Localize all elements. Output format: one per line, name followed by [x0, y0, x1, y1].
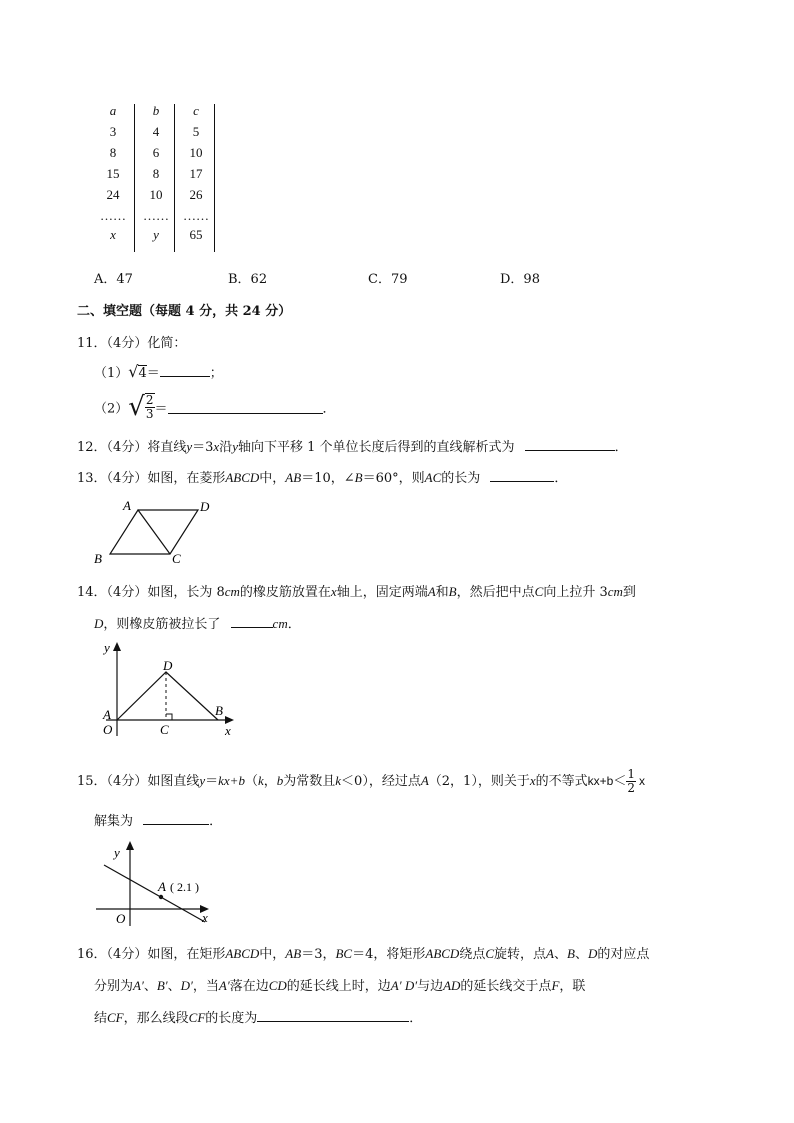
- var: A′: [218, 978, 230, 993]
- text: ，然后把中点: [456, 585, 535, 600]
- table-cell: 15: [106, 166, 120, 181]
- table-cell: ……: [143, 208, 169, 223]
- text: ，当: [192, 979, 219, 994]
- text: ，: [263, 774, 277, 789]
- var: x: [638, 774, 645, 788]
- right-angle-mark: [166, 714, 172, 720]
- label-x: x: [225, 723, 231, 738]
- label-b: B: [94, 551, 102, 566]
- var: AB: [285, 470, 302, 485]
- denominator: 2: [627, 781, 635, 795]
- var: A: [427, 584, 436, 599]
- text: 到: [622, 585, 636, 600]
- part-label: （2）: [94, 401, 129, 417]
- answer-blank[interactable]: [231, 614, 273, 628]
- var: x: [330, 584, 337, 599]
- section-title: 二、填空题（每题 4 分，共 24 分）: [77, 304, 292, 319]
- var: C: [534, 584, 544, 599]
- var: x: [213, 439, 220, 454]
- text: ＝60°，则: [362, 471, 425, 486]
- question-11-part1: [94, 362, 223, 381]
- question-14-line2: [94, 613, 301, 632]
- var: D′: [180, 978, 193, 993]
- question-16-line3: [94, 1007, 422, 1026]
- label-c: C: [172, 551, 181, 566]
- unit: cm: [272, 616, 288, 631]
- text: 为常数且: [283, 774, 336, 789]
- table-col-c: [181, 100, 211, 245]
- numerator: 1: [627, 767, 635, 781]
- var: k: [257, 773, 264, 788]
- fraction: [626, 768, 636, 795]
- denominator: 3: [145, 407, 154, 421]
- answer-blank[interactable]: [525, 437, 615, 451]
- var: B: [567, 946, 575, 961]
- answer-blank[interactable]: [257, 1008, 409, 1022]
- unit: cm: [224, 584, 240, 599]
- table-cell: ……: [183, 208, 209, 223]
- table-cell: 3: [109, 124, 117, 139]
- stretched-band: [117, 672, 218, 720]
- table-cell: 10: [189, 145, 203, 160]
- table-cell: 6: [152, 145, 160, 160]
- punct: ．: [209, 814, 223, 829]
- text: 向上拉升 3: [543, 585, 608, 600]
- text: ，联: [559, 979, 586, 994]
- y-axis-arrow-icon: [113, 642, 121, 651]
- sqrt-icon: √: [128, 362, 139, 381]
- table-cell: 4: [152, 124, 160, 139]
- text: 旋转，点: [494, 947, 547, 962]
- question-16-line1: [77, 943, 649, 962]
- table-col-a: [98, 100, 128, 245]
- punct: ；: [209, 366, 223, 381]
- text: 绕点: [459, 947, 486, 962]
- text: 轴向下平移 1 个单位长度后得到的直线解析式为: [237, 440, 515, 455]
- text: ，则橡皮筋被拉长了: [103, 617, 221, 632]
- table-divider: [134, 104, 135, 252]
- rhombus-figure: [90, 496, 220, 568]
- text: 、: [167, 979, 181, 994]
- rubber-band-figure: [98, 638, 243, 740]
- text: 14．（4分）如图，长为 8: [77, 585, 225, 600]
- text: 的橡皮筋放置在: [239, 585, 331, 600]
- text: 12．（4分）将直线: [77, 440, 187, 455]
- text: 的长度为: [205, 1011, 258, 1026]
- text: （2，1），则关于: [428, 774, 530, 789]
- var: A: [546, 946, 554, 961]
- text: 的延长线上时，边: [286, 979, 391, 994]
- text: 落在边: [229, 979, 269, 994]
- y-axis-arrow-icon: [126, 841, 134, 850]
- rhombus-outline: [110, 510, 198, 554]
- text: 分别为: [94, 979, 134, 994]
- option-c[interactable]: C．79: [368, 272, 408, 287]
- question-16-line2: [94, 975, 585, 994]
- sqrt-icon: √: [128, 392, 145, 422]
- text: 解集为: [94, 814, 134, 829]
- var: F: [551, 978, 560, 993]
- table-cell: 5: [192, 124, 200, 139]
- label-x: x: [202, 910, 208, 925]
- answer-blank[interactable]: [143, 811, 209, 825]
- question-13: [77, 467, 567, 486]
- punct: ．: [614, 440, 628, 455]
- answer-blank[interactable]: [160, 363, 210, 377]
- var: B′: [156, 978, 168, 993]
- var: B: [354, 470, 363, 485]
- var: x: [529, 773, 536, 788]
- text: 轴上，固定两端: [336, 585, 428, 600]
- label-y: y: [114, 845, 120, 860]
- table-cell: 65: [189, 227, 203, 242]
- text: 、: [553, 947, 567, 962]
- var: A: [420, 773, 429, 788]
- var: CD: [268, 978, 287, 993]
- label-b: B: [215, 703, 223, 718]
- question-15-line1: [77, 768, 645, 795]
- table-cell: x: [110, 227, 116, 242]
- radicand: 4: [138, 366, 147, 381]
- label-a-coords: ( 2.1 ): [170, 880, 199, 894]
- var: A′: [133, 978, 144, 993]
- table-cell: 8: [109, 145, 117, 160]
- question-12: [77, 436, 628, 455]
- text: 沿: [219, 440, 233, 455]
- inequality-lhs: kx+b: [587, 774, 614, 788]
- punct: ．: [554, 471, 568, 486]
- var: AD: [443, 978, 461, 993]
- table-cell: 26: [189, 187, 203, 202]
- label-a: A: [158, 879, 166, 894]
- table-cell: 10: [149, 187, 163, 202]
- text: 中，: [259, 471, 286, 486]
- punct: ．: [409, 1011, 423, 1026]
- label-c: C: [160, 722, 169, 737]
- text: 的延长线交于点: [460, 979, 552, 994]
- var: AB: [285, 946, 302, 961]
- text: 13．（4分）如图，在菱形: [77, 471, 226, 486]
- text: 的长为: [441, 471, 481, 486]
- table-header-a: a: [109, 103, 117, 118]
- table-cell: 17: [189, 166, 203, 181]
- var: y: [232, 439, 238, 454]
- question-14-line1: [77, 581, 636, 600]
- line-graph-figure: [92, 836, 217, 928]
- option-b[interactable]: B．62: [228, 272, 268, 287]
- var: y: [186, 439, 193, 454]
- option-d[interactable]: D．98: [500, 272, 540, 287]
- question-15-line2: [94, 810, 222, 829]
- punct: ．: [322, 401, 336, 417]
- text: 与边: [417, 979, 444, 994]
- var: ABCD: [225, 946, 260, 961]
- table-cell: ……: [100, 208, 126, 223]
- label-o: O: [103, 722, 113, 737]
- text: 15．（4分）如图直线: [77, 774, 200, 789]
- less-than: ＜: [613, 774, 627, 789]
- table-cell: y: [153, 227, 159, 242]
- answer-blank[interactable]: [490, 468, 554, 482]
- text: ＝3，: [301, 947, 336, 962]
- table-header-b: b: [152, 103, 160, 118]
- text: （: [244, 774, 258, 789]
- var: AC: [424, 470, 442, 485]
- text: ＜0），经过点: [341, 774, 421, 789]
- table-cell: 24: [106, 187, 120, 202]
- var: CF: [188, 1010, 206, 1025]
- question-11-stem: 11．（4分）化简：: [77, 336, 187, 351]
- text: ＝3: [192, 440, 214, 455]
- point-a: [159, 895, 163, 899]
- equals: ＝: [154, 401, 168, 417]
- text: 和: [435, 585, 449, 600]
- label-d: D: [163, 658, 173, 673]
- text: ＝10，∠: [301, 471, 355, 486]
- var: kx+b: [218, 773, 245, 788]
- text: ＝: [205, 774, 219, 789]
- text: ，那么线段: [123, 1011, 189, 1026]
- text: 、: [143, 979, 157, 994]
- table-divider: [214, 104, 215, 252]
- numerator: 2: [145, 393, 154, 407]
- question-11-part2: [94, 392, 336, 422]
- var: BC: [335, 946, 353, 961]
- var: y: [199, 773, 206, 788]
- var: b: [276, 773, 284, 788]
- var: A′ D′: [390, 978, 418, 993]
- text: 的对应点: [597, 947, 650, 962]
- punct: ．: [287, 617, 301, 632]
- label-y: y: [104, 640, 110, 655]
- label-d: D: [200, 499, 210, 514]
- fraction: [145, 393, 155, 421]
- var: ABCD: [425, 946, 460, 961]
- text: 结: [94, 1011, 108, 1026]
- var: B: [448, 584, 457, 599]
- answer-blank[interactable]: [168, 400, 323, 414]
- text: ＝4，将矩形: [352, 947, 426, 962]
- var: ABCD: [225, 470, 260, 485]
- option-a[interactable]: A．47: [94, 272, 133, 287]
- label-o: O: [116, 911, 126, 926]
- var: D: [94, 616, 104, 631]
- var: CF: [107, 1010, 124, 1025]
- equals: ＝: [146, 366, 160, 381]
- label-a: A: [123, 498, 131, 513]
- table-header-c: c: [193, 103, 199, 118]
- text: 的不等式: [535, 774, 588, 789]
- text: 、: [574, 947, 588, 962]
- label-a: A: [103, 707, 111, 722]
- table-cell: 8: [152, 166, 160, 181]
- var: D: [587, 946, 598, 961]
- table-col-b: [141, 100, 171, 245]
- table-divider: [174, 104, 175, 252]
- var: C: [485, 946, 495, 961]
- part-label: （1）: [94, 366, 129, 381]
- unit: cm: [607, 584, 623, 599]
- text: 中，: [259, 947, 286, 962]
- var: k: [335, 773, 342, 788]
- text: 16．（4分）如图，在矩形: [77, 947, 226, 962]
